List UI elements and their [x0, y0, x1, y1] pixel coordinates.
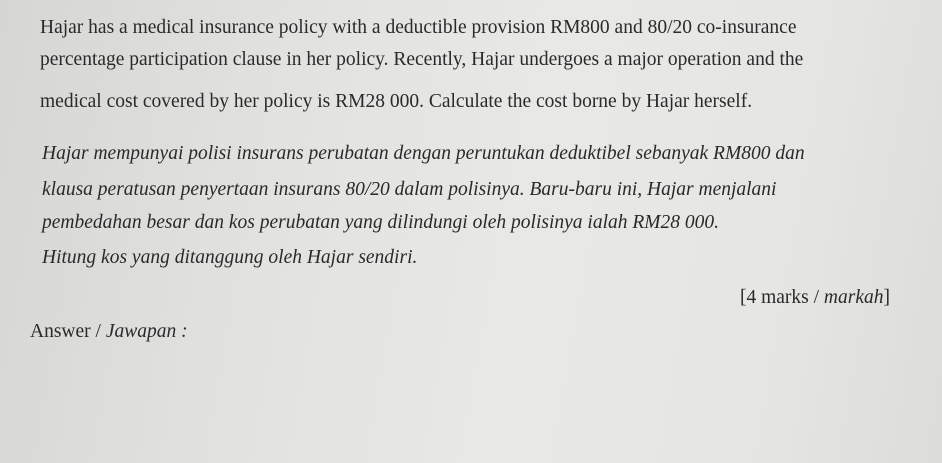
answer-label [30, 320, 188, 344]
question-english-line-3: medical cost covered by her policy is RM28 000. Calculate the cost borne by Hajar herself. [40, 91, 753, 112]
marks-allocation [740, 286, 890, 310]
question-malay-line-3: pembedahan besar dan kos perubatan yang dilindungi oleh polisinya ialah RM28 000. [42, 212, 720, 233]
marks-close-bracket: ] [883, 287, 890, 308]
question-english-line-2: percentage participation clause in her policy. Recently, Hajar undergoes a major operation and the [40, 49, 804, 70]
question-malay-line-2: klausa peratusan penyertaan insurans 80/20 dalam polisinya. Baru-baru ini, Hajar menjalani [42, 179, 777, 200]
question-malay-line-4: Hitung kos yang ditanggung oleh Hajar sendiri. [42, 247, 418, 268]
question-english-line-1: Hajar has a medical insurance policy with a deductible provision RM800 and 80/20 co-insurance [40, 17, 797, 38]
marks-malay: markah [823, 287, 884, 308]
answer-malay: Jawapan : [105, 321, 188, 342]
marks-english: [4 marks / [739, 287, 820, 308]
question-malay-line-1: Hajar mempunyai polisi insurans perubatan dengan peruntukan deduktibel sebanyak RM800 dan [42, 143, 805, 164]
answer-english: Answer / [30, 321, 101, 342]
